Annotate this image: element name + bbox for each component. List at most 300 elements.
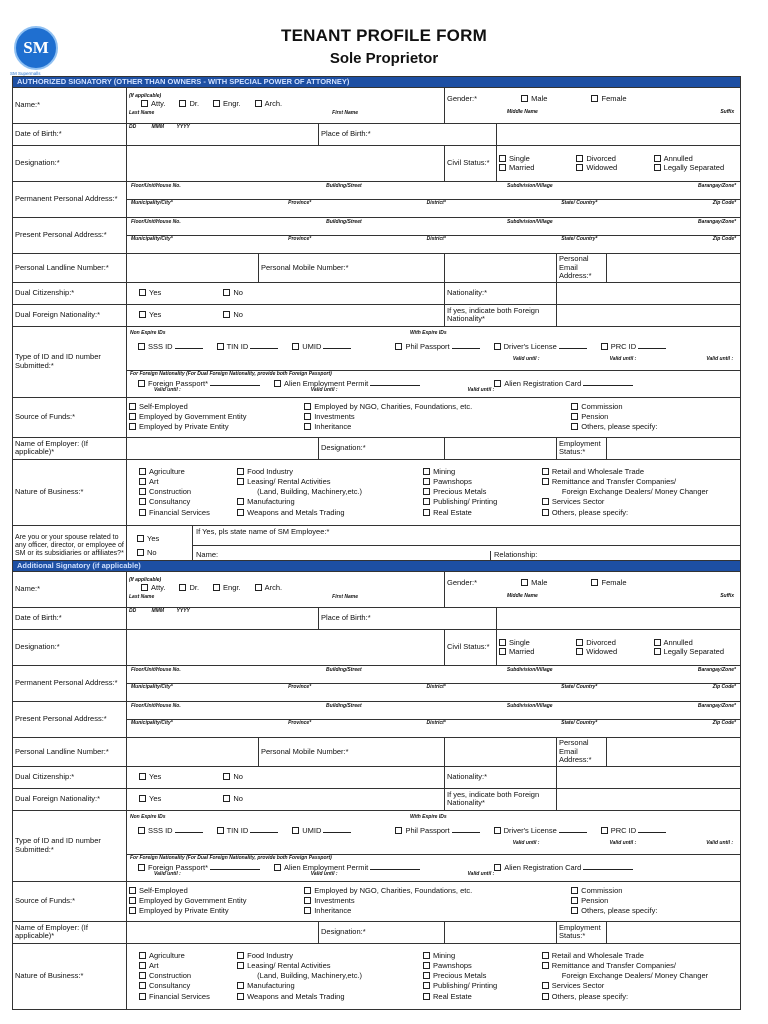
checkbox[interactable] bbox=[139, 773, 146, 780]
id-option[interactable] bbox=[395, 827, 479, 836]
civil-status-field[interactable] bbox=[497, 146, 741, 182]
checkbox[interactable] bbox=[423, 478, 430, 485]
id-option[interactable] bbox=[601, 827, 666, 836]
checkbox[interactable] bbox=[129, 907, 136, 914]
checkbox[interactable] bbox=[304, 907, 311, 914]
fund-option[interactable] bbox=[571, 402, 622, 412]
id-option[interactable] bbox=[138, 343, 203, 352]
checkbox[interactable] bbox=[423, 488, 430, 495]
source-funds-label: Source of Funds:* bbox=[13, 397, 127, 437]
email-label: Personal Email Address:* bbox=[557, 254, 607, 283]
employment-status-field[interactable] bbox=[607, 921, 741, 943]
civil-status-option[interactable] bbox=[654, 648, 724, 657]
checkbox[interactable] bbox=[499, 639, 506, 646]
option-label: Dr. bbox=[189, 99, 200, 109]
option-label: PRC ID bbox=[610, 825, 637, 835]
title-option[interactable] bbox=[255, 584, 283, 593]
checkbox[interactable] bbox=[521, 579, 528, 586]
option-label: Pawnshops bbox=[433, 961, 472, 971]
checkbox[interactable] bbox=[654, 639, 661, 646]
business-option[interactable] bbox=[237, 508, 344, 518]
checkbox[interactable] bbox=[571, 907, 578, 914]
option-label: Employed by Private Entity bbox=[139, 906, 229, 916]
gender-female-option[interactable]: Female bbox=[591, 95, 626, 104]
id-field[interactable]: Non Expire IDs With Expire IDs SSS ID TIN ID UMID Phil Passport Driver's License PRC ID Valid until : Valid until : Valid until : For Foreign Nationality (For Dual Foreign Nationality, provide both Foreign Passport) Foreign Passport* Alien Employment Permit Alien Registration Card Valid until : Valid until : Valid until : bbox=[127, 810, 741, 881]
checkbox[interactable] bbox=[304, 887, 311, 894]
id-option[interactable] bbox=[395, 343, 479, 352]
checkbox[interactable] bbox=[138, 380, 145, 387]
option-label: Employed by NGO, Charities, Foundations, etc. bbox=[314, 886, 473, 896]
checkbox[interactable] bbox=[542, 509, 549, 516]
option-label: Employed by NGO, Charities, Foundations, etc. bbox=[314, 402, 473, 412]
option-label: Art bbox=[149, 961, 159, 971]
checkbox[interactable] bbox=[542, 468, 549, 475]
additional-signatory-table bbox=[12, 560, 741, 1010]
checkbox[interactable] bbox=[395, 827, 402, 834]
fund-option[interactable] bbox=[571, 896, 608, 906]
option-label: Weapons and Metals Trading bbox=[247, 991, 345, 1001]
mobile-field[interactable] bbox=[445, 738, 557, 767]
business-option[interactable] bbox=[237, 467, 293, 477]
checkbox[interactable] bbox=[423, 509, 430, 516]
checkbox[interactable] bbox=[137, 549, 144, 556]
gender-male-option[interactable]: Male bbox=[521, 579, 547, 588]
option-label: Investments bbox=[314, 412, 355, 422]
title-option[interactable] bbox=[213, 584, 241, 593]
business-option[interactable] bbox=[139, 497, 190, 507]
option-label: Dr. bbox=[189, 583, 200, 593]
nationality-field[interactable] bbox=[557, 766, 741, 788]
checkbox[interactable] bbox=[576, 639, 583, 646]
fund-option[interactable] bbox=[129, 906, 229, 916]
checkbox[interactable] bbox=[139, 498, 146, 505]
business-option[interactable] bbox=[542, 951, 644, 961]
option-label: Engr. bbox=[223, 99, 241, 109]
business-option[interactable] bbox=[237, 497, 295, 507]
dual-foreign-field[interactable]: Yes No bbox=[127, 304, 445, 326]
checkbox[interactable] bbox=[139, 795, 146, 802]
checkbox[interactable] bbox=[139, 311, 146, 318]
checkbox[interactable] bbox=[223, 795, 230, 802]
checkbox[interactable] bbox=[494, 827, 501, 834]
checkbox[interactable] bbox=[213, 100, 220, 107]
checkbox[interactable] bbox=[223, 289, 230, 296]
checkbox[interactable] bbox=[139, 993, 146, 1000]
related-yes[interactable] bbox=[137, 535, 159, 544]
foreign-id-option[interactable] bbox=[494, 864, 633, 873]
checkbox[interactable] bbox=[601, 827, 608, 834]
id-label: Type of ID and ID number Submitted:* bbox=[13, 326, 127, 397]
id-option[interactable] bbox=[494, 827, 587, 836]
gender-female-option[interactable]: Female bbox=[591, 579, 626, 588]
related-no[interactable] bbox=[137, 549, 157, 558]
checkbox[interactable] bbox=[217, 827, 224, 834]
checkbox[interactable] bbox=[213, 584, 220, 591]
checkbox[interactable] bbox=[237, 468, 244, 475]
mobile-label: Personal Mobile Number:* bbox=[259, 738, 445, 767]
fund-option[interactable] bbox=[129, 422, 229, 432]
fund-option[interactable] bbox=[304, 422, 351, 432]
fund-option[interactable] bbox=[571, 422, 657, 432]
option-label: UMID bbox=[302, 341, 322, 351]
sm-logo: SM bbox=[14, 26, 58, 70]
business-option[interactable] bbox=[542, 467, 644, 477]
checkbox[interactable] bbox=[129, 403, 136, 410]
business-option[interactable] bbox=[139, 961, 159, 971]
option-label: Leasing/ Rental Activities bbox=[247, 961, 331, 971]
business-option[interactable] bbox=[139, 467, 185, 477]
checkbox[interactable] bbox=[237, 962, 244, 969]
business-option[interactable] bbox=[423, 992, 472, 1002]
checkbox[interactable] bbox=[237, 509, 244, 516]
checkbox[interactable] bbox=[139, 289, 146, 296]
option-label: Married bbox=[509, 646, 535, 656]
fund-option[interactable] bbox=[571, 412, 608, 422]
id-option[interactable] bbox=[292, 343, 351, 352]
present-address-field[interactable]: Floor/Unit/House No. Building/Street Subdivision/Village Barangay/Zone* Municipality/City* Province* District* State/ Country* Zip Code* bbox=[127, 702, 741, 738]
title-option[interactable] bbox=[141, 584, 165, 593]
checkbox[interactable] bbox=[654, 164, 661, 171]
dual-citizenship-field[interactable]: Yes No bbox=[127, 282, 445, 304]
permanent-address-field[interactable]: Floor/Unit/House No. Building/Street Subdivision/Village Barangay/Zone* Municipality/City* Province* District* State/ Country* Zip Code* bbox=[127, 666, 741, 702]
checkbox[interactable] bbox=[423, 468, 430, 475]
checkbox[interactable] bbox=[542, 962, 549, 969]
foreign-nationality-field[interactable] bbox=[557, 788, 741, 810]
landline-field[interactable] bbox=[127, 738, 259, 767]
fund-option[interactable] bbox=[129, 886, 188, 896]
checkbox[interactable] bbox=[395, 343, 402, 350]
nationality-field[interactable] bbox=[557, 282, 741, 304]
checkbox[interactable] bbox=[139, 509, 146, 516]
checkbox[interactable] bbox=[138, 343, 145, 350]
dual-citizenship-field[interactable]: Yes No bbox=[127, 766, 445, 788]
gender-field[interactable]: Gender:* Male Female Middle Name Suffix bbox=[445, 88, 741, 124]
option-label: Divorced bbox=[586, 637, 616, 647]
business-option[interactable] bbox=[237, 992, 344, 1002]
option-label: Manufacturing bbox=[247, 497, 295, 507]
option-label: Others, please specify: bbox=[581, 422, 658, 432]
business-option[interactable] bbox=[423, 467, 455, 477]
checkbox[interactable] bbox=[129, 887, 136, 894]
option-label: Financial Services bbox=[149, 991, 210, 1001]
fund-option[interactable] bbox=[304, 412, 354, 422]
checkbox[interactable] bbox=[542, 982, 549, 989]
checkbox[interactable] bbox=[571, 897, 578, 904]
checkbox[interactable] bbox=[237, 952, 244, 959]
option-label: Married bbox=[509, 162, 535, 172]
checkbox[interactable] bbox=[292, 343, 299, 350]
title-option[interactable] bbox=[213, 100, 241, 109]
civil-status-option[interactable] bbox=[654, 164, 724, 173]
checkbox[interactable] bbox=[423, 993, 430, 1000]
nature-business-field[interactable] bbox=[127, 943, 741, 1009]
fund-option[interactable] bbox=[129, 896, 247, 906]
checkbox[interactable] bbox=[237, 993, 244, 1000]
checkbox[interactable] bbox=[494, 343, 501, 350]
checkbox[interactable] bbox=[237, 478, 244, 485]
checkbox[interactable] bbox=[304, 403, 311, 410]
business-option[interactable] bbox=[423, 477, 472, 487]
dual-citizenship-label: Dual Citizenship:* bbox=[13, 766, 127, 788]
permanent-address-field[interactable]: Floor/Unit/House No. Building/Street Subdivision/Village Barangay/Zone* Municipality/City* Province* District* State/ Country* Zip Code* bbox=[127, 182, 741, 218]
checkbox[interactable] bbox=[542, 498, 549, 505]
option-label: Widowed bbox=[586, 162, 618, 172]
dob-label: Date of Birth:* bbox=[13, 608, 127, 630]
foreign-nationality-field[interactable] bbox=[557, 304, 741, 326]
designation2-field[interactable] bbox=[445, 921, 557, 943]
checkbox[interactable] bbox=[217, 343, 224, 350]
dob-label: Date of Birth:* bbox=[13, 124, 127, 146]
gender-field[interactable]: Gender:* Male Female Middle Name Suffix bbox=[445, 572, 741, 608]
present-address-field[interactable]: Floor/Unit/House No. Building/Street Subdivision/Village Barangay/Zone* Municipality/City* Province* District* State/ Country* Zip Code* bbox=[127, 218, 741, 254]
checkbox[interactable] bbox=[139, 952, 146, 959]
option-label: Agriculture bbox=[149, 951, 185, 961]
source-funds-field[interactable] bbox=[127, 881, 741, 921]
checkbox[interactable] bbox=[542, 952, 549, 959]
option-label: Real Estate bbox=[433, 991, 472, 1001]
checkbox[interactable] bbox=[571, 413, 578, 420]
business-option[interactable] bbox=[423, 971, 486, 981]
checkbox[interactable] bbox=[139, 488, 146, 495]
id-label: Type of ID and ID number Submitted:* bbox=[13, 810, 127, 881]
business-option[interactable] bbox=[542, 477, 676, 487]
dob-field[interactable]: DD MMM YYYY bbox=[127, 608, 319, 630]
checkbox[interactable] bbox=[129, 423, 136, 430]
checkbox[interactable] bbox=[138, 827, 145, 834]
dual-foreign-field[interactable]: Yes No bbox=[127, 788, 445, 810]
pob-field[interactable] bbox=[497, 608, 741, 630]
checkbox[interactable] bbox=[139, 468, 146, 475]
checkbox[interactable] bbox=[237, 498, 244, 505]
checkbox[interactable] bbox=[423, 962, 430, 969]
id-option[interactable] bbox=[494, 343, 587, 352]
id-option[interactable] bbox=[138, 827, 203, 836]
checkbox[interactable] bbox=[542, 478, 549, 485]
checkbox[interactable] bbox=[494, 864, 501, 871]
business-option[interactable] bbox=[423, 497, 497, 507]
business-option[interactable] bbox=[542, 497, 605, 507]
landline-label: Personal Landline Number:* bbox=[13, 254, 127, 283]
mobile-field[interactable] bbox=[445, 254, 557, 283]
designation-field[interactable] bbox=[127, 146, 445, 182]
option-label: Construction bbox=[149, 487, 192, 497]
option-label: Art bbox=[149, 477, 159, 487]
checkbox[interactable] bbox=[601, 343, 608, 350]
checkbox[interactable] bbox=[423, 952, 430, 959]
foreign-nationality-label: If yes, indicate both Foreign Nationality* bbox=[445, 788, 557, 810]
designation-field[interactable] bbox=[127, 630, 445, 666]
checkbox[interactable] bbox=[139, 478, 146, 485]
section-header: Additional Signatory (if applicable) bbox=[13, 561, 741, 572]
business-option[interactable] bbox=[139, 992, 210, 1002]
checkbox[interactable] bbox=[423, 972, 430, 979]
checkbox[interactable] bbox=[591, 95, 598, 102]
option-label: Foreign Exchange Dealers/ Money Changer bbox=[561, 487, 709, 497]
employment-status-field[interactable] bbox=[607, 437, 741, 459]
option-label: Mining bbox=[433, 951, 456, 961]
option-label: Legally Separated bbox=[663, 646, 725, 656]
business-option[interactable] bbox=[237, 951, 293, 961]
checkbox[interactable] bbox=[141, 100, 148, 107]
checkbox[interactable] bbox=[292, 827, 299, 834]
business-option[interactable] bbox=[423, 487, 486, 497]
checkbox[interactable] bbox=[576, 164, 583, 171]
business-option[interactable] bbox=[139, 508, 210, 518]
option-label: Self-Employed bbox=[139, 402, 188, 412]
foreign-id-option[interactable] bbox=[494, 380, 633, 389]
option-label: Financial Services bbox=[149, 507, 210, 517]
option-label: Others, please specify: bbox=[551, 991, 629, 1001]
option-label: Publishing/ Printing bbox=[433, 497, 498, 507]
checkbox[interactable] bbox=[255, 584, 262, 591]
checkbox[interactable] bbox=[591, 579, 598, 586]
option-label: Arch. bbox=[264, 99, 283, 109]
business-option[interactable] bbox=[423, 961, 472, 971]
name-field[interactable]: (If applicable) Atty. Dr. Engr. Arch. Last Name First Name bbox=[127, 88, 445, 124]
checkbox[interactable] bbox=[179, 584, 186, 591]
employer-field[interactable] bbox=[127, 921, 319, 943]
business-option[interactable] bbox=[139, 951, 185, 961]
checkbox[interactable] bbox=[499, 155, 506, 162]
business-option[interactable] bbox=[237, 477, 330, 487]
checkbox[interactable] bbox=[576, 155, 583, 162]
checkbox[interactable] bbox=[223, 311, 230, 318]
business-option[interactable] bbox=[423, 981, 497, 991]
civil-status-field[interactable] bbox=[497, 630, 741, 666]
business-option[interactable] bbox=[139, 477, 159, 487]
id-option[interactable] bbox=[217, 343, 279, 352]
business-option[interactable] bbox=[237, 981, 295, 991]
checkbox[interactable] bbox=[571, 887, 578, 894]
nationality-label: Nationality:* bbox=[445, 282, 557, 304]
id-option[interactable] bbox=[601, 343, 666, 352]
checkbox[interactable] bbox=[521, 95, 528, 102]
id-option[interactable] bbox=[292, 827, 351, 836]
fund-option[interactable] bbox=[571, 886, 622, 896]
checkbox[interactable] bbox=[139, 962, 146, 969]
checkbox[interactable] bbox=[139, 972, 146, 979]
business-option[interactable] bbox=[423, 951, 455, 961]
checkbox[interactable] bbox=[304, 423, 311, 430]
title-option[interactable] bbox=[179, 100, 199, 109]
option-label: Consultancy bbox=[149, 981, 191, 991]
business-option[interactable] bbox=[139, 981, 190, 991]
business-option[interactable] bbox=[139, 487, 191, 497]
business-option[interactable] bbox=[542, 508, 628, 518]
landline-label: Personal Landline Number:* bbox=[13, 738, 127, 767]
checkbox[interactable] bbox=[179, 100, 186, 107]
checkbox[interactable] bbox=[542, 993, 549, 1000]
landline-field[interactable] bbox=[127, 254, 259, 283]
checkbox[interactable] bbox=[654, 648, 661, 655]
option-label: Atty. bbox=[151, 99, 166, 109]
checkbox[interactable] bbox=[223, 773, 230, 780]
business-option[interactable] bbox=[542, 992, 628, 1002]
email-field[interactable] bbox=[607, 738, 741, 767]
checkbox[interactable] bbox=[499, 164, 506, 171]
checkbox[interactable] bbox=[138, 864, 145, 871]
checkbox[interactable] bbox=[274, 864, 281, 871]
civil-status-option[interactable] bbox=[576, 164, 617, 173]
fund-option[interactable] bbox=[129, 402, 188, 412]
nature-business-field[interactable] bbox=[127, 459, 741, 525]
option-label: Commission bbox=[581, 402, 623, 412]
checkbox[interactable] bbox=[129, 897, 136, 904]
fund-option[interactable] bbox=[304, 906, 351, 916]
checkbox[interactable] bbox=[304, 897, 311, 904]
email-field[interactable] bbox=[607, 254, 741, 283]
fund-option[interactable] bbox=[304, 896, 354, 906]
checkbox[interactable] bbox=[274, 380, 281, 387]
checkbox[interactable] bbox=[571, 423, 578, 430]
business-option[interactable] bbox=[139, 971, 191, 981]
id-option[interactable] bbox=[217, 827, 279, 836]
title-option[interactable] bbox=[255, 100, 283, 109]
checkbox[interactable] bbox=[137, 535, 144, 542]
business-option[interactable] bbox=[542, 961, 676, 971]
title-option[interactable] bbox=[179, 584, 199, 593]
gender-male-option[interactable]: Male bbox=[521, 95, 547, 104]
checkbox[interactable] bbox=[576, 648, 583, 655]
checkbox[interactable] bbox=[423, 982, 430, 989]
option-label: SSS ID bbox=[148, 825, 173, 835]
option-label: Employed by Government Entity bbox=[139, 412, 247, 422]
id-field[interactable]: Non Expire IDs With Expire IDs SSS ID TIN ID UMID Phil Passport Driver's License PRC ID Valid until : Valid until : Valid until : For Foreign Nationality (For Dual Foreign Nationality, provide both Foreign Passport) Foreign Passport* Alien Employment Permit Alien Registration Card Valid until : Valid until : Valid until : bbox=[127, 326, 741, 397]
checkbox[interactable] bbox=[255, 100, 262, 107]
option-label: Alien Registration Card bbox=[504, 862, 582, 872]
checkbox[interactable] bbox=[499, 648, 506, 655]
business-option[interactable] bbox=[542, 981, 605, 991]
employer-field[interactable] bbox=[127, 437, 319, 459]
source-funds-field[interactable] bbox=[127, 397, 741, 437]
foreign-id-option[interactable] bbox=[274, 864, 420, 873]
name-field[interactable]: (If applicable) Atty. Dr. Engr. Arch. Last Name First Name bbox=[127, 572, 445, 608]
checkbox[interactable] bbox=[304, 413, 311, 420]
present-address-label: Present Personal Address:* bbox=[13, 218, 127, 254]
civil-status-option[interactable] bbox=[499, 648, 534, 657]
civil-status-label: Civil Status:* bbox=[445, 146, 497, 182]
option-label: Alien Employment Permit bbox=[284, 862, 369, 872]
fund-option[interactable] bbox=[129, 412, 247, 422]
pob-field[interactable] bbox=[497, 124, 741, 146]
designation2-field[interactable] bbox=[445, 437, 557, 459]
fund-option[interactable] bbox=[571, 906, 657, 916]
option-label: (Land, Building, Machinery,etc.) bbox=[257, 971, 363, 981]
business-option[interactable] bbox=[237, 961, 330, 971]
checkbox[interactable] bbox=[571, 403, 578, 410]
foreign-id-option[interactable] bbox=[274, 380, 420, 389]
civil-status-option[interactable] bbox=[576, 648, 617, 657]
fund-option[interactable] bbox=[304, 402, 472, 412]
checkbox[interactable] bbox=[139, 982, 146, 989]
title-option[interactable] bbox=[141, 100, 165, 109]
checkbox[interactable] bbox=[129, 413, 136, 420]
dob-field[interactable]: DD MMM YYYY bbox=[127, 124, 319, 146]
checkbox[interactable] bbox=[494, 380, 501, 387]
checkbox[interactable] bbox=[141, 584, 148, 591]
business-option[interactable] bbox=[423, 508, 472, 518]
civil-status-option[interactable] bbox=[499, 164, 534, 173]
checkbox[interactable] bbox=[423, 498, 430, 505]
employment-status-label: Employment Status:* bbox=[557, 921, 607, 943]
checkbox[interactable] bbox=[237, 982, 244, 989]
option-label: Precious Metals bbox=[433, 487, 487, 497]
sm-employee-field[interactable]: If Yes, pls state name of SM Employee:* Name: Relationship: bbox=[193, 525, 741, 567]
checkbox[interactable] bbox=[654, 155, 661, 162]
option-label: Investments bbox=[314, 896, 355, 906]
fund-option[interactable] bbox=[304, 886, 472, 896]
option-label: Alien Employment Permit bbox=[284, 378, 369, 388]
